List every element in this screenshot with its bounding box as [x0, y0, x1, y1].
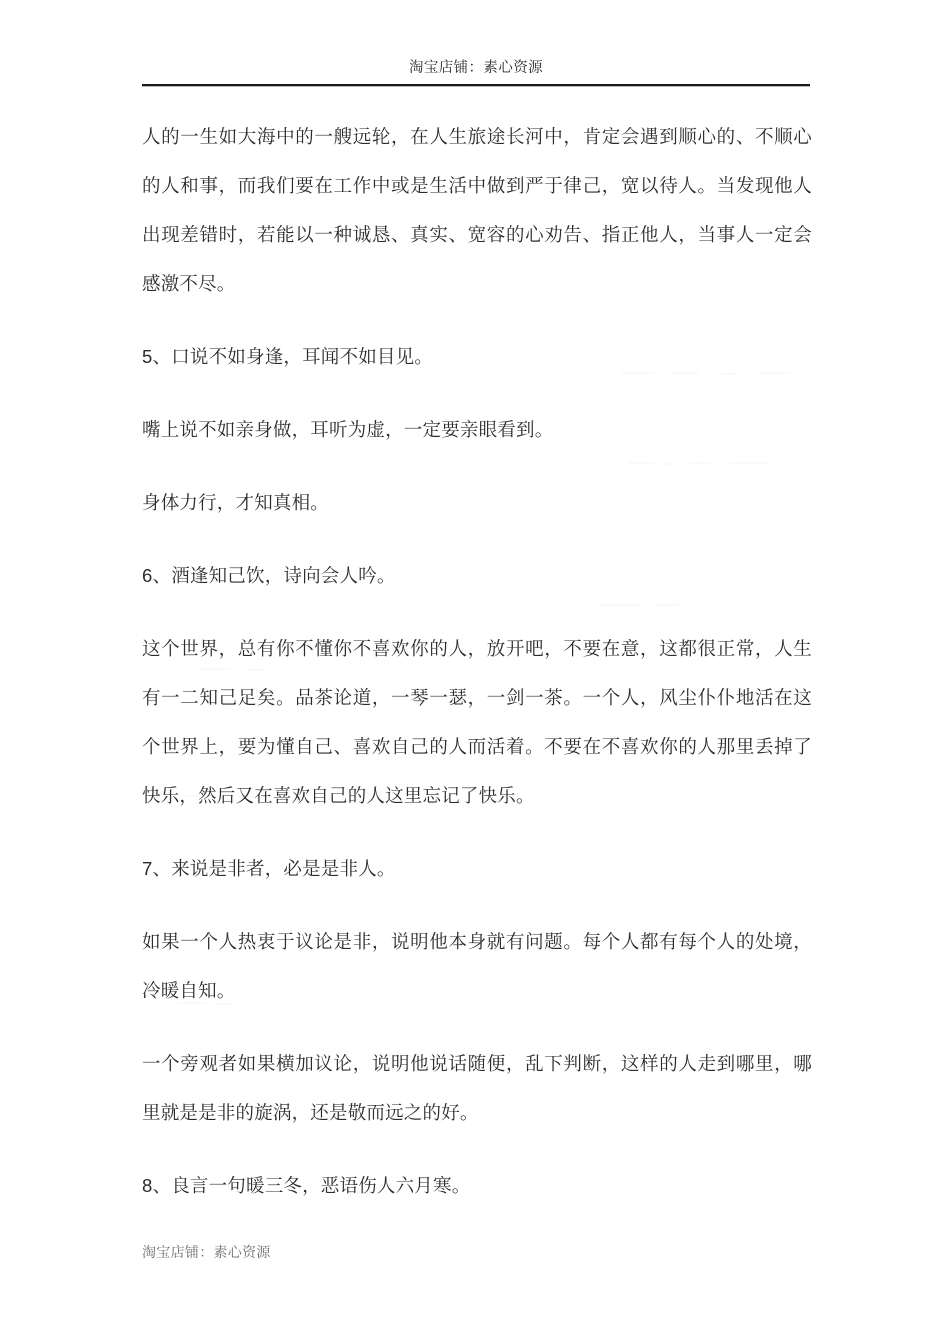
- paragraph: 身体力行，才知真相。: [142, 492, 330, 513]
- paragraph: 人的一生如大海中的一艘远轮，在人生旅途长河中，肯定会遇到顺心的、不顺心的人和事，而我们要在工作中或是生活中做到严于律己，宽以待人。当发现他人出现差错时，若能以一种诚恳、真实、宽容的心劝告、指正他人，当事人一定会感激不尽。: [142, 126, 812, 294]
- section-heading-5: 5、口说不如身逢，耳闻不如目见。: [142, 346, 433, 367]
- document-body: [142, 112, 812, 1210]
- section-heading-6: 6、酒逢知己饮，诗向会人吟。: [142, 565, 396, 586]
- header-divider: [142, 84, 810, 87]
- paragraph: 这个世界，总有你不懂你不喜欢你的人，放开吧，不要在意，这都很正常，人生有一二知己足矣。品茶论道，一琴一瑟，一剑一茶。一个人，风尘仆仆地活在这个世界上，要为懂自己、喜欢自己的人而活着。不要在不喜欢你的人那里丢掉了快乐，然后又在喜欢自己的人这里忘记了快乐。: [142, 638, 812, 806]
- page-footer-text: 淘宝店铺：素心资源: [142, 1246, 271, 1261]
- section-heading-7: 7、来说是非者，必是是非人。: [142, 858, 396, 879]
- page-footer: [142, 1244, 810, 1264]
- page-header: [142, 58, 810, 78]
- paragraph: 如果一个人热衷于议论是非，说明他本身就有问题。每个人都有每个人的处境，冷暖自知。: [142, 931, 812, 1001]
- section-heading-8: 8、良言一句暖三冬，恶语伤人六月寒。: [142, 1175, 471, 1196]
- page-header-text: 淘宝店铺：素心资源: [408, 60, 544, 76]
- paragraph: 嘴上说不如亲身做，耳听为虚，一定要亲眼看到。: [142, 419, 554, 440]
- paragraph: 一个旁观者如果横加议论，说明他说话随便，乱下判断，这样的人走到哪里，哪里就是是非的旋涡，还是敬而远之的好。: [142, 1053, 812, 1123]
